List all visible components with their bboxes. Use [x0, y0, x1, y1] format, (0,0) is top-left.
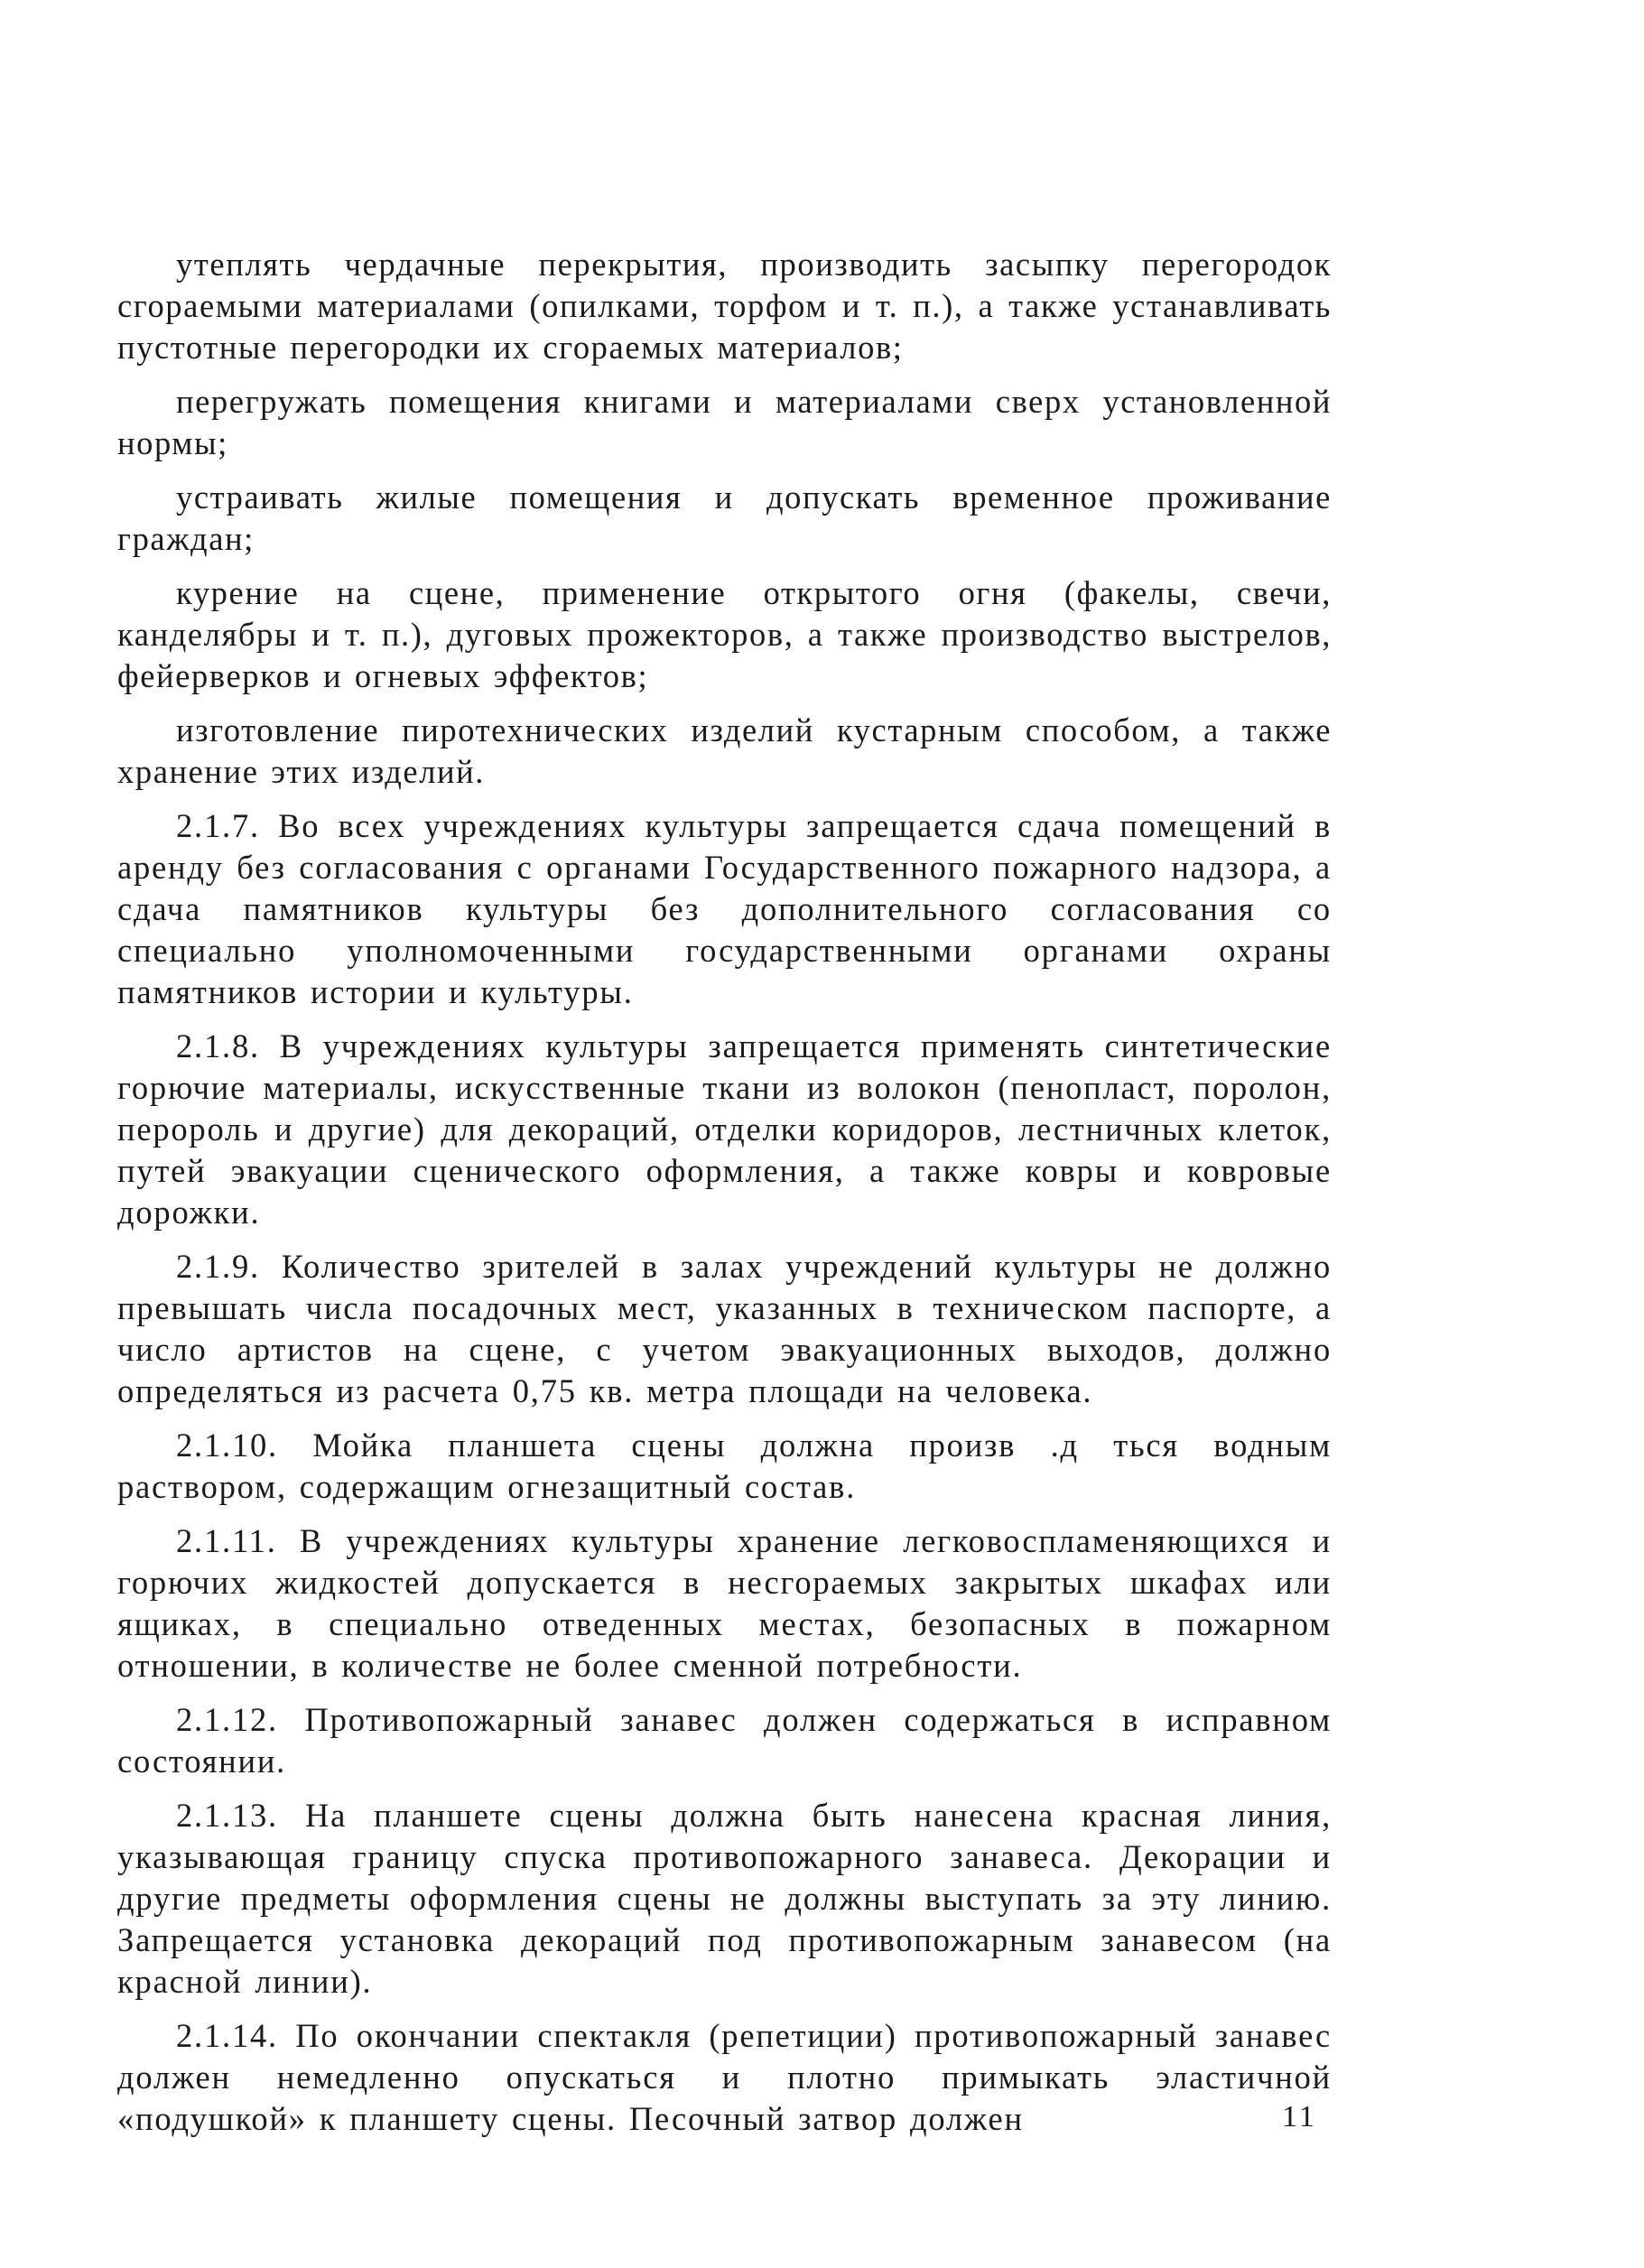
clause-2-1-10: 2.1.10. Мойка планшета сцены должна произв .д ться водным раствором, содержащим огнезащитный состав.: [117, 1427, 1332, 1505]
list-item-pyrotechnics: изготовление пиротехнических изделий кустарным способом, а также хранение этих изделий.: [117, 711, 1332, 790]
list-item-smoking: курение на сцене, применение открытого огня (факелы, свечи, канделябры и т. п.), дуговых прожекторов, а также производство выстрелов, фейерверков и огневых эффектов;: [117, 574, 1332, 694]
list-item-overloading: перегружать помещения книгами и материалами сверх установленной нормы;: [117, 383, 1332, 461]
list-item-residential: устраивать жилые помещения и допускать временное проживание граждан;: [117, 479, 1332, 557]
clause-2-1-7: 2.1.7. Во всех учреждениях культуры запрещается сдача помещений в аренду без согласования с органами Государственного пожарного надзора, а сдача памятников культуры без дополнительного согласования со специально уполномоченными государственными органами охраны памятников истории и культуры.: [117, 807, 1332, 1010]
page-body: [117, 244, 1332, 2152]
clause-2-1-12: 2.1.12. Противопожарный занавес должен содержаться в исправном состоянии.: [117, 1701, 1332, 1780]
list-item-insulation: утеплять чердачные перекрытия, производить засыпку перегородок сгораемыми материалами (опилками, торфом и т. п.), а также устанавливать пустотные перегородки их сгораемых материалов;: [117, 246, 1332, 366]
clause-2-1-13: 2.1.13. На планшете сцены должна быть нанесена красная линия, указывающая границу спуска противопожарного занавеса. Декорации и другие предметы оформления сцены не должны выступать за эту линию. Запрещается установка декораций под противопожарным занавесом (на красной линии).: [117, 1797, 1332, 2000]
clause-2-1-9: 2.1.9. Количество зрителей в залах учреждений культуры не должно превышать числа посадочных мест, указанных в техническом паспорте, а число артистов на сцене, с учетом эвакуационных выходов, должно определяться из расчета 0,75 кв. метра площади на человека.: [117, 1248, 1332, 1409]
clause-2-1-11: 2.1.11. В учреждениях культуры хранение легковоспламеняющихся и горючих жидкостей допускается в несгораемых закрытых шкафах или ящиках, в специально отведенных местах, безопасных в пожарном отношении, в количестве не более сменной потребности.: [117, 1522, 1332, 1684]
clause-2-1-14: 2.1.14. По окончании спектакля (репетиции) противопожарный занавес должен немедленно опускаться и плотно примыкать эластичной «подушкой» к планшету сцены. Песочный затвор должен: [117, 2017, 1332, 2137]
clause-2-1-8: 2.1.8. В учреждениях культуры запрещается применять синтетические горючие материалы, искусственные ткани из волокон (пенопласт, поролон, перороль и другие) для декораций, отделки коридоров, лестничных клеток, путей эвакуации сценического оформления, а также ковры и ковровые дорожки.: [117, 1027, 1332, 1231]
page-number: 11: [1282, 2100, 1317, 2133]
